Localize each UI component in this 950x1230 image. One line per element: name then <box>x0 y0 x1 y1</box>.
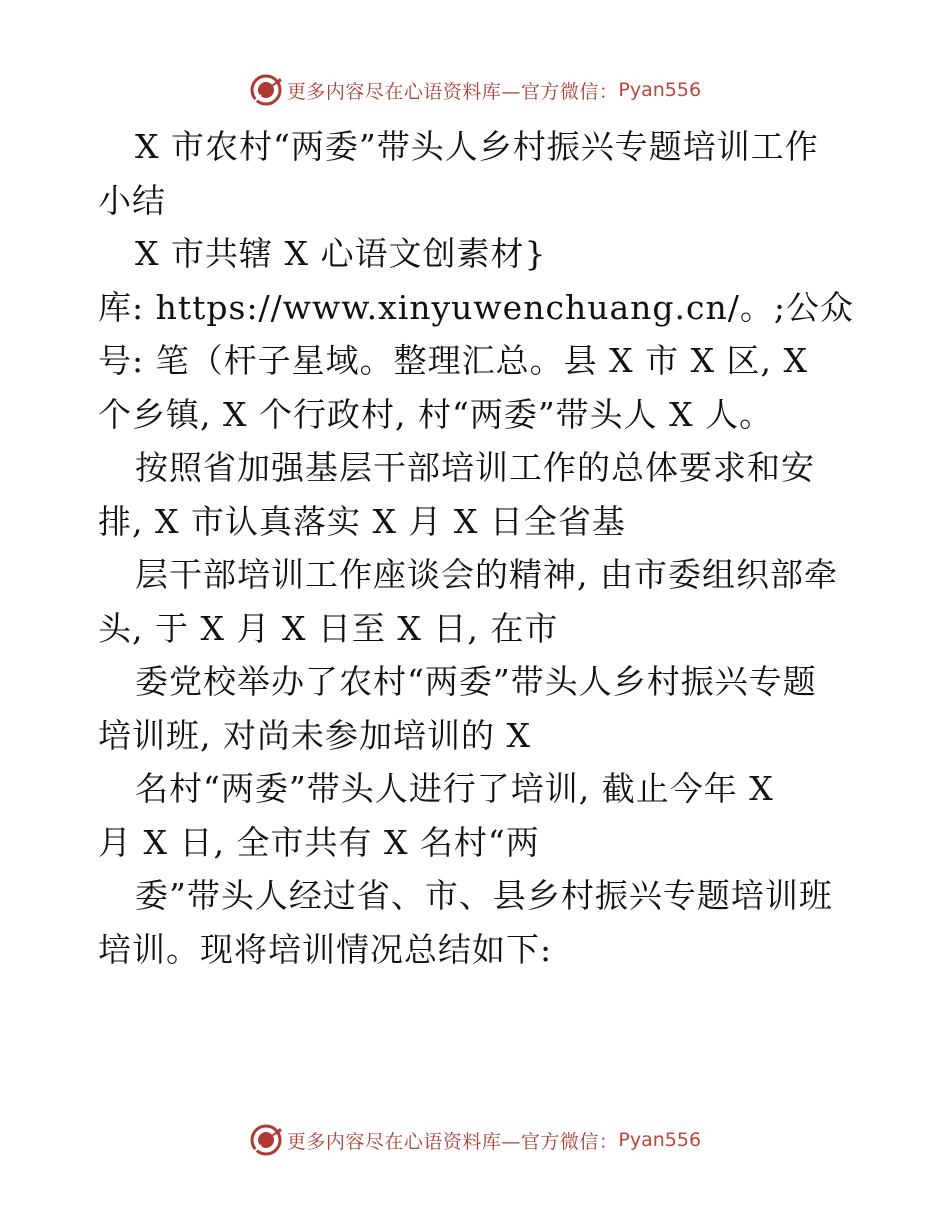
text-line: 名村“两委”带头人进行了培训, 截止今年 X <box>135 769 774 808</box>
banner-text: 更多内容尽在心语资料库—官方微信： <box>286 1130 619 1153</box>
text-line: 号: 笔（杆子星域。整理汇总。县 X 市 X 区, X <box>98 341 809 380</box>
text-line: X 市共辖 X 心语文创素材} <box>135 234 547 273</box>
text-line: 小结 <box>98 180 166 220</box>
text-line: 个乡镇, X 个行政村, 村“两委”带头人 X 人。 <box>98 394 774 434</box>
footer-banner <box>0 1120 950 1160</box>
banner-text: 更多内容尽在心语资料库—官方微信： <box>286 80 619 103</box>
text-line: X 市农村“两委”带头人乡村振兴专题培训工作 <box>135 127 819 166</box>
text-line: 培训。现将培训情况总结如下: <box>98 929 553 969</box>
logo-icon <box>249 1123 283 1157</box>
text-line: 库: https://www.xinyuwenchuang.cn/。;公众 <box>98 287 854 327</box>
text-line: 培训班, 对尚未参加培训的 X <box>98 715 531 755</box>
text-line: 月 X 日, 全市共有 X 名村“两 <box>98 822 540 862</box>
banner-wechat-id: Pyan556 <box>618 79 702 101</box>
text-line: 排, X 市认真落实 X 月 X 日全省基 <box>98 501 626 541</box>
text-line: 委”带头人经过省、市、县乡村振兴专题培训班 <box>135 876 833 915</box>
logo-icon <box>249 73 283 107</box>
text-line: 按照省加强基层干部培训工作的总体要求和安 <box>135 448 815 487</box>
banner-wechat-id: Pyan556 <box>618 1129 702 1151</box>
document-body <box>98 120 858 976</box>
text-line: 头, 于 X 月 X 日至 X 日, 在市 <box>98 608 559 648</box>
text-line: 委党校举办了农村“两委”带头人乡村振兴专题 <box>135 662 817 701</box>
text-line: 层干部培训工作座谈会的精神, 由市委组织部牵 <box>135 555 838 594</box>
header-banner <box>0 70 950 110</box>
